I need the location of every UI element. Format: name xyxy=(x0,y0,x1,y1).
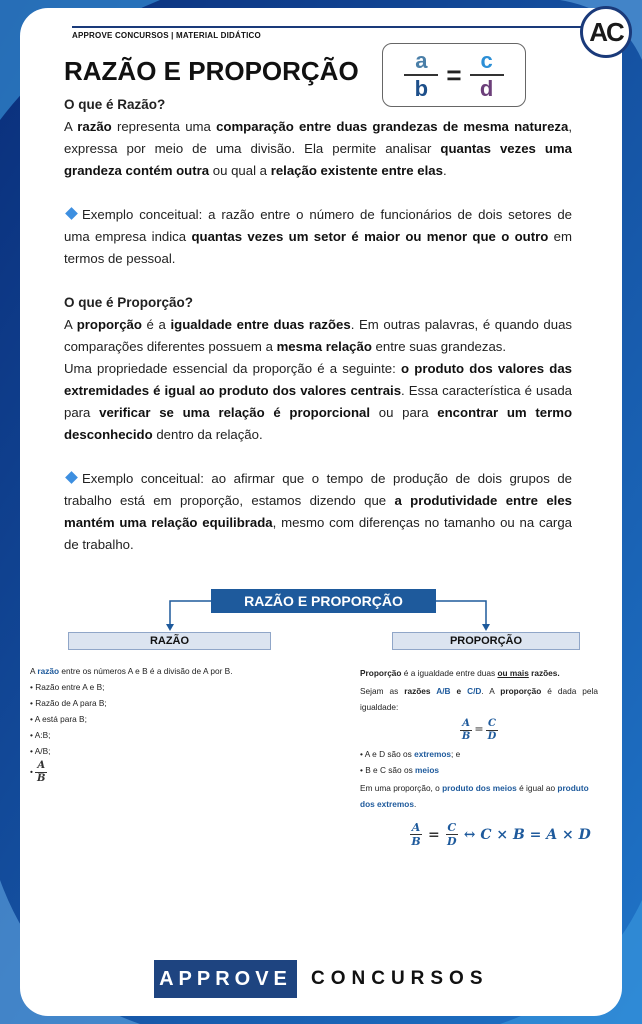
formula-c: c xyxy=(480,48,493,73)
formula-d: d xyxy=(479,76,494,101)
final-equation-text: ↔ C × B = A × D xyxy=(463,826,591,843)
razao-definition: A razão entre os números A e B é a divisão de A por B. xyxy=(30,666,233,676)
list-item: • A e D são os extremos; e xyxy=(360,749,461,759)
header-label: APPROVE CONCURSOS | MATERIAL DIDÁTICO xyxy=(72,31,261,40)
razao-example: Exemplo conceitual: a razão entre o número de funcionários de dois setores de uma empresa indica quantas vezes um setor é maior ou menor que o outro em termos de pessoal. xyxy=(64,207,572,266)
proporcao-paragraph-2: Uma propriedade essencial da proporção é a seguinte: o produto dos valores das extremidades é igual ao produto dos valores centrais. Essa característica é usada para verificar se uma relação é proporcional ou para encontrar um termo desconhecido dentro da relação. xyxy=(64,361,573,442)
diagram-razao-box: RAZÃO xyxy=(68,632,271,650)
list-item: • Razão de A para B; xyxy=(30,698,107,708)
proporcao-given: Sejam as razões A/B e C/D. A proporção é dada pela igualdade: xyxy=(360,686,598,712)
razao-paragraph: A razão representa uma comparação entre duas grandezas de mesma natureza, expressa por meio de uma divisão. Ela permite analisar quantas vezes uma grandeza contém outra ou qual a relação existente entre elas. xyxy=(64,119,572,178)
list-item: • Razão entre A e B; xyxy=(30,682,105,692)
proporcao-property: Em uma proporção, o produto dos meios é igual ao produto dos extremos. xyxy=(360,783,589,809)
proporcao-definition: Proporção é a igualdade entre duas ou mais razões. xyxy=(360,668,560,678)
diagram-proporcao-content xyxy=(360,665,598,812)
diamond-bullet-icon xyxy=(65,207,78,220)
diagram-razao-content xyxy=(30,663,280,784)
razao-heading: O que é Razão? xyxy=(64,97,166,112)
fraction-a-over-b: $\frac{A}{B}$ xyxy=(36,760,46,784)
list-item: • A está para B; xyxy=(30,714,87,724)
main-content xyxy=(64,94,572,556)
list-item: • A/B; xyxy=(30,746,51,756)
footer-brand-left: APPROVE xyxy=(154,960,297,998)
formula-b: b xyxy=(414,76,429,101)
proportion-equation: $\frac{A}{B}$ = $\frac{C}{D}$ xyxy=(461,718,497,742)
header-divider xyxy=(72,26,582,28)
formula-equals: = xyxy=(446,59,462,90)
proporcao-paragraph-1: A proporção é a igualdade entre duas razões. Em outras palavras, é quando duas comparações diferentes possuem a mesma relação entre suas grandezas. xyxy=(64,317,573,354)
formula-a: a xyxy=(415,48,428,73)
list-item: • $\frac{A}{B}$ xyxy=(30,760,46,784)
proporcao-example: Exemplo conceitual: ao afirmar que o tempo de produção de dois grupos de trabalho está em proporção, estamos dizendo que a produtividade entre eles mantém uma relação equilibrada, mesmo com diferenças no tamanho ou na carga de trabalho. xyxy=(64,471,572,552)
list-item: • A:B; xyxy=(30,730,51,740)
page-title: RAZÃO E PROPORÇÃO xyxy=(64,56,359,86)
proporcao-heading: O que é Proporção? xyxy=(64,295,194,310)
diamond-bullet-icon xyxy=(65,471,78,484)
final-equation: A B = C D ↔ C × B = A × D xyxy=(411,821,591,848)
diagram-title: RAZÃO E PROPORÇÃO xyxy=(211,589,436,613)
fraction-a-b xyxy=(404,50,438,100)
list-item: • B e C são os meios xyxy=(360,765,440,775)
logo-badge: AC xyxy=(580,6,632,58)
footer-brand xyxy=(154,960,489,998)
diagram-proporcao-box: PROPORÇÃO xyxy=(392,632,580,650)
fraction-c-d xyxy=(470,50,504,100)
footer-brand-right: CONCURSOS xyxy=(311,968,489,989)
